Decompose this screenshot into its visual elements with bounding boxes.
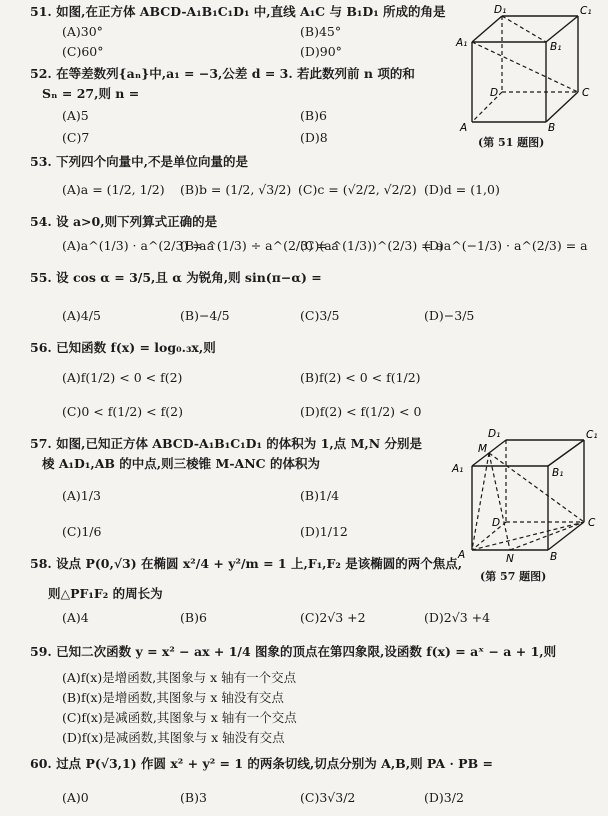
q51-label-d1: D₁ (494, 4, 507, 16)
q52-option-b: (B)6 (300, 108, 327, 123)
q51-option-d: (D)90° (300, 44, 342, 59)
q53-option-a: (A)a = (1/2, 1/2) (62, 182, 165, 197)
q60-stem: 60. 过点 P(√3,1) 作圆 x² + y² = 1 的两条切线,切点分别为 A,B,则 PA · PB = (30, 756, 493, 771)
q55-option-a: (A)4/5 (62, 308, 101, 323)
q54-option-b: (B)a^(1/3) ÷ a^(2/3) = a (180, 238, 339, 253)
q52-option-c: (C)7 (62, 130, 90, 145)
q53-option-c: (C)c = (√2/2, √2/2) (298, 182, 417, 197)
q51-option-c: (C)60° (62, 44, 104, 59)
q59-stem: 59. 已知二次函数 y = x² − ax + 1/4 图象的顶点在第四象限,设函数 f(x) = aˣ − a + 1,则 (30, 644, 557, 659)
q57-label-m: M (478, 443, 488, 455)
q60-option-b: (B)3 (180, 790, 207, 805)
q56-option-c: (C)0 < f(1/2) < f(2) (62, 404, 183, 419)
q51-cube-figure (452, 4, 602, 134)
q52-option-d: (D)8 (300, 130, 328, 145)
q52-option-a: (A)5 (62, 108, 89, 123)
q55-stem: 55. 设 cos α = 3/5,且 α 为锐角,则 sin(π−α) = (30, 270, 322, 285)
q56-option-b: (B)f(2) < 0 < f(1/2) (300, 370, 421, 385)
q57-label-b1: B₁ (552, 467, 564, 479)
q60-option-a: (A)0 (62, 790, 89, 805)
q57-label-a: A (458, 549, 466, 561)
q57-option-c: (C)1/6 (62, 524, 102, 539)
q57-option-b: (B)1/4 (300, 488, 340, 503)
q53-option-d: (D)d = (1,0) (424, 182, 500, 197)
q55-option-d: (D)−3/5 (424, 308, 475, 323)
q56-option-a: (A)f(1/2) < 0 < f(2) (62, 370, 183, 385)
q51-label-c: C (582, 87, 590, 99)
q58-option-d: (D)2√3 +4 (424, 610, 491, 625)
q60-option-c: (C)3√3/2 (300, 790, 356, 805)
q56-stem: 56. 已知函数 f(x) = log₀.₃x,则 (30, 340, 216, 355)
q57-label-d: D (492, 517, 501, 529)
q57-label-n: N (506, 553, 514, 565)
q56-option-d: (D)f(2) < f(1/2) < 0 (300, 404, 422, 419)
q54-option-a: (A)a^(1/3) · a^(2/3) = a (62, 238, 215, 253)
q59-option-b: (B)f(x)是增函数,其图象与 x 轴没有交点 (62, 690, 284, 705)
q51-label-a1: A₁ (456, 37, 468, 49)
q53-stem: 53. 下列四个向量中,不是单位向量的是 (30, 154, 248, 169)
q51-caption: (第 51 题图) (478, 136, 545, 149)
q51-label-b: B (548, 122, 556, 134)
q54-option-c: (C)(a^(1/3))^(2/3) = a (300, 238, 444, 253)
q57-label-c: C (588, 517, 596, 529)
q58-option-a: (A)4 (62, 610, 89, 625)
q58-option-b: (B)6 (180, 610, 207, 625)
q58-stem: 58. 设点 P(0,√3) 在椭圆 x²/4 + y²/m = 1 上,F₁,F₂ 是该椭圆的两个焦点, (30, 556, 463, 571)
q57-label-b: B (550, 551, 558, 563)
q57-option-d: (D)1/12 (300, 524, 348, 539)
q51-option-b: (B)45° (300, 24, 342, 39)
q51-label-b1: B₁ (550, 41, 562, 53)
q59-option-c: (C)f(x)是减函数,其图象与 x 轴有一个交点 (62, 710, 297, 725)
q51-label-c1: C₁ (580, 5, 592, 17)
q55-option-c: (C)3/5 (300, 308, 340, 323)
q57-label-a1: A₁ (452, 463, 464, 475)
q51-option-a: (A)30° (62, 24, 103, 39)
q54-stem: 54. 设 a>0,则下列算式正确的是 (30, 214, 218, 229)
q57-cube-figure (450, 428, 602, 568)
q57-option-a: (A)1/3 (62, 488, 101, 503)
q52-stem: 52. 在等差数列{aₙ}中,a₁ = −3,公差 d = 3. 若此数列前 n 项的和 (30, 66, 415, 81)
q53-option-b: (B)b = (1/2, √3/2) (180, 182, 292, 197)
q55-option-b: (B)−4/5 (180, 308, 230, 323)
q51-label-a: A (460, 122, 468, 134)
q58-option-c: (C)2√3 +2 (300, 610, 366, 625)
q57-stem: 57. 如图,已知正方体 ABCD-A₁B₁C₁D₁ 的体积为 1,点 M,N 分别是 (30, 436, 423, 451)
q58-stem-2: 则△PF₁F₂ 的周长为 (48, 586, 163, 601)
q60-option-d: (D)3/2 (424, 790, 464, 805)
q59-option-a: (A)f(x)是增函数,其图象与 x 轴有一个交点 (62, 670, 297, 685)
q57-label-d1: D₁ (488, 428, 501, 440)
q54-option-d: (D)a^(−1/3) · a^(2/3) = a (424, 238, 588, 253)
q52-stem-2: Sₙ = 27,则 n = (42, 86, 140, 101)
q51-stem: 51. 如图,在正方体 ABCD-A₁B₁C₁D₁ 中,直线 A₁C 与 B₁D₁ 所成的角是 (30, 4, 446, 19)
q57-caption: (第 57 题图) (480, 570, 547, 583)
q51-label-d: D (490, 87, 499, 99)
q57-label-c1: C₁ (586, 429, 598, 441)
q57-stem-2: 棱 A₁D₁,AB 的中点,则三棱锥 M-ANC 的体积为 (42, 456, 320, 471)
q59-option-d: (D)f(x)是减函数,其图象与 x 轴没有交点 (62, 730, 285, 745)
